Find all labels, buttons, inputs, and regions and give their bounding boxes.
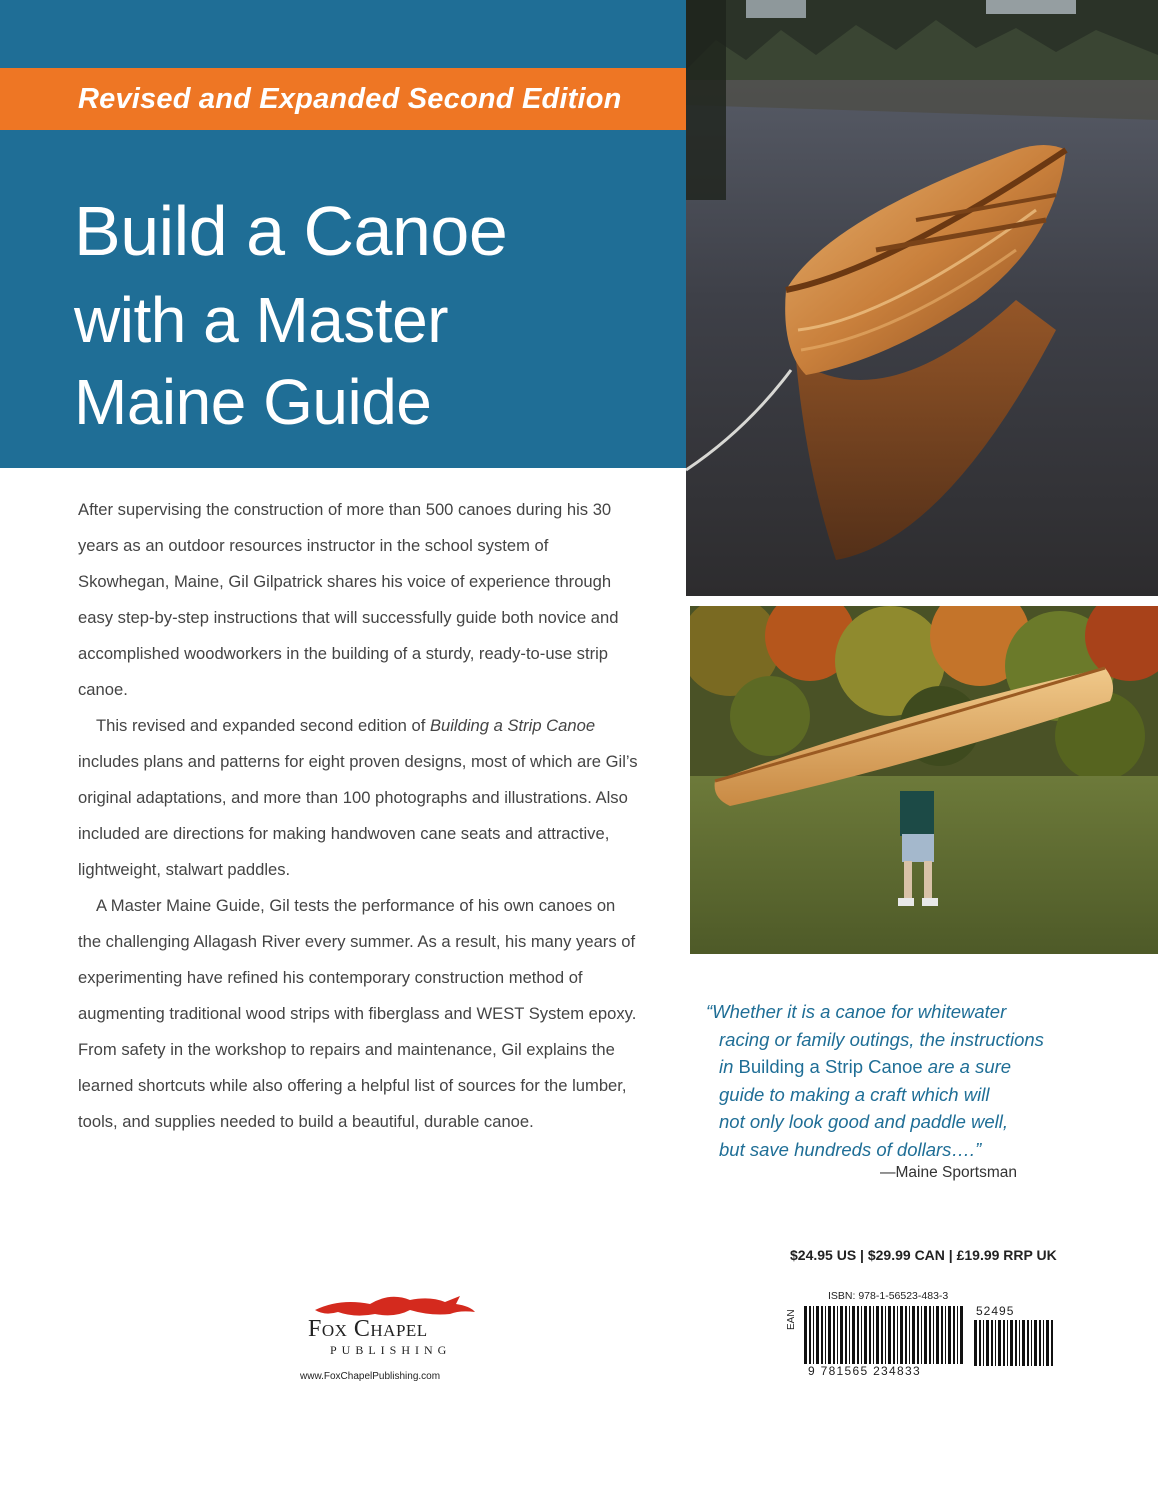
barcode-bar [979, 1320, 981, 1366]
barcode-bar [974, 1320, 977, 1366]
barcode-bars [804, 1306, 966, 1366]
barcode-bar [948, 1306, 951, 1364]
book-title-line-2: with a Master [74, 284, 449, 356]
publisher-logo [300, 1290, 500, 1390]
barcode-bar [1027, 1320, 1029, 1366]
barcode-bar [893, 1306, 895, 1364]
barcode-bar [881, 1306, 883, 1364]
description-paragraph-2: This revised and expanded second edition of Building a Strip Canoe includes plans and patterns for eight proven designs, most of which are Gil’s original adaptations, and more than 100 photographs and illustrations. Also included are directions for making handwoven cane seats and attractive, lightweight, stalwart paddles. [78, 716, 638, 879]
barcode-bar [1019, 1320, 1020, 1366]
barcode-bar [1043, 1320, 1044, 1366]
barcode-addon-digits: 52495 [976, 1304, 1015, 1318]
barcode-bar [816, 1306, 819, 1364]
barcode-bar [945, 1306, 946, 1364]
quote-line: but save hundreds of dollars….” [719, 1138, 982, 1160]
barcode-bar [900, 1306, 903, 1364]
book-title-reference: Building a Strip Canoe [429, 716, 596, 735]
publisher-sub: PUBLISHING [330, 1343, 452, 1357]
barcode-bar [864, 1306, 867, 1364]
barcode-bar [1003, 1320, 1005, 1366]
barcode-addon-bars [974, 1320, 1054, 1366]
barcode-bar [828, 1306, 831, 1364]
barcode-bar [957, 1306, 958, 1364]
barcode-bar [936, 1306, 939, 1364]
barcode-bar [876, 1306, 879, 1364]
description-paragraph-3: A Master Maine Guide, Gil tests the performance of his own canoes on the challenging Allagash River every summer. As a result, his many years of experimenting have refined his contemporary construction method of augmenting traditional wood strips with fiberglass and WEST System epoxy. From safety in the workshop to repairs and maintenance, Gil explains the learned shortcuts while also offering a helpful list of sources for the lumber, tools, and supplies needed to build a beautiful, durable canoe. [78, 896, 637, 1131]
barcode-bar [857, 1306, 859, 1364]
barcode-bar [905, 1306, 907, 1364]
barcode-bar [845, 1306, 847, 1364]
barcode-bar [873, 1306, 874, 1364]
quote-line: not only look good and paddle well, [719, 1111, 1009, 1132]
quote-line: in Building a Strip Canoe are a sure [719, 1056, 1012, 1077]
barcode-bar [960, 1306, 963, 1364]
quote-line: racing or family outings, the instructions [719, 1028, 1044, 1050]
barcode-bar [804, 1306, 807, 1364]
price-line: $24.95 US | $29.99 CAN | £19.99 RRP UK [790, 1247, 1057, 1263]
barcode-bar [995, 1320, 996, 1366]
barcode-bar [933, 1306, 934, 1364]
barcode-bar [917, 1306, 919, 1364]
barcode-bar [821, 1306, 823, 1364]
book-title-line-1: Build a Canoe [74, 192, 508, 270]
barcode-bar [869, 1306, 871, 1364]
isbn-label: ISBN: 978-1-56523-483-3 [828, 1290, 949, 1302]
barcode-bar [1039, 1320, 1041, 1366]
quote-source: —Maine Sportsman [880, 1164, 1017, 1181]
quote-line: guide to making a craft which will [719, 1083, 990, 1105]
publisher-url: www.FoxChapelPublishing.com [300, 1371, 441, 1382]
barcode-bar [983, 1320, 984, 1366]
barcode-bar [921, 1306, 922, 1364]
barcode-bar [924, 1306, 927, 1364]
barcode-bar [1031, 1320, 1032, 1366]
publisher-name: Fox Chapel [308, 1316, 428, 1342]
barcode-bar [809, 1306, 811, 1364]
barcode [786, 1290, 1068, 1382]
barcode-bar [1046, 1320, 1049, 1366]
barcode-bar [953, 1306, 955, 1364]
barcode-bar [897, 1306, 898, 1364]
description-paragraph-1: After supervising the construction of more than 500 canoes during his 30 years as an outdoor resources instructor in the school system of Skowhegan, Maine, Gil Gilpatrick shares his voice of experience through easy step-by-step instructions that will successfully guide both novice and accomplished woodworkers in the building of a sturdy, ready-to-use strip canoe. [78, 500, 619, 699]
barcode-bar [849, 1306, 850, 1364]
barcode-bar [1051, 1320, 1053, 1366]
barcode-bar [998, 1320, 1001, 1366]
barcode-bar [837, 1306, 838, 1364]
barcode-bar [813, 1306, 814, 1364]
edition-label: Revised and Expanded Second Edition [78, 82, 622, 115]
ean-label: EAN [786, 1309, 797, 1330]
barcode-bar [929, 1306, 931, 1364]
barcode-bar [852, 1306, 855, 1364]
barcode-bar [1010, 1320, 1013, 1366]
barcode-bar [885, 1306, 886, 1364]
barcode-bar [888, 1306, 891, 1364]
book-title-line-3: Maine Guide [74, 366, 432, 438]
review-quote [706, 998, 1076, 1163]
edition-band [0, 68, 686, 130]
barcode-bar [941, 1306, 943, 1364]
barcode-bar [1007, 1320, 1008, 1366]
barcode-bar [861, 1306, 862, 1364]
barcode-bar [986, 1320, 989, 1366]
barcode-bar [825, 1306, 826, 1364]
barcode-bar [912, 1306, 915, 1364]
quote-book-title: Building a Strip Canoe [738, 1056, 923, 1077]
barcode-digits: 9 781565 234833 [808, 1364, 921, 1378]
barcode-bar [1034, 1320, 1037, 1366]
canoe-on-lake-photo [686, 0, 1158, 596]
description-text [78, 492, 638, 1140]
barcode-bar [833, 1306, 835, 1364]
barcode-bar [1022, 1320, 1025, 1366]
barcode-bar [991, 1320, 993, 1366]
barcode-bar [909, 1306, 910, 1364]
barcode-bar [1015, 1320, 1017, 1366]
quote-line: “Whether it is a canoe for whitewater [706, 1001, 1007, 1022]
canoe-carry-photo [690, 606, 1158, 954]
barcode-bar [840, 1306, 843, 1364]
